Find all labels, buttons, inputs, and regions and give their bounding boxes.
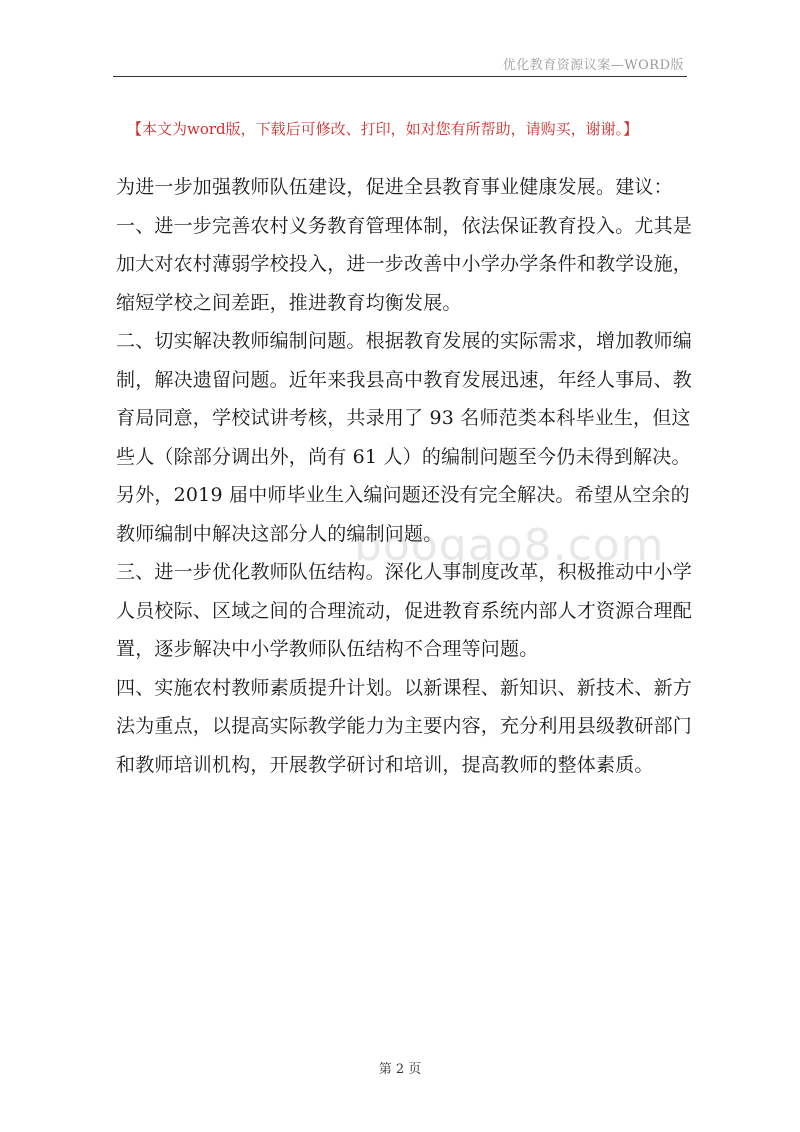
document-body bbox=[116, 168, 696, 784]
body-line: 育局同意，学校试讲考核，共录用了 93 名师范类本科毕业生，但这 bbox=[116, 407, 691, 429]
body-line: 三、进一步优化教师队伍结构。深化人事制度改革，积极推动中小学 bbox=[116, 561, 693, 583]
body-line: 教师编制中解决这部分人的编制问题。 bbox=[116, 522, 443, 545]
body-line: 制，解决遗留问题。近年来我县高中教育发展迅速，年经人事局、教 bbox=[116, 368, 693, 391]
body-line: 另外，2019 届中师毕业生入编问题还没有完全解决。希望从空余的 bbox=[116, 484, 690, 506]
header-divider bbox=[113, 76, 687, 77]
body-line: 二、切实解决教师编制问题。根据教育发展的实际需求，增加教师编 bbox=[116, 330, 693, 352]
body-line: 一、进一步完善农村义务教育管理体制，依法保证教育投入。尤其是 bbox=[116, 214, 693, 237]
body-line: 法为重点，以提高实际教学能力为主要内容，充分利用县级教研部门 bbox=[116, 715, 693, 737]
body-line: 和教师培训机构，开展教学研讨和培训，提高教师的整体素质。 bbox=[116, 753, 654, 776]
purchase-notice: 【本文为word版，下载后可修改、打印，如对您有所帮助，请购买，谢谢。】 bbox=[127, 120, 639, 138]
document-header-title: 优化教育资源议案—WORD版 bbox=[502, 58, 684, 73]
body-line: 缩短学校之间差距，推进教育均衡发展。 bbox=[116, 291, 462, 314]
body-line: 置，逐步解决中小学教师队伍结构不合理等问题。 bbox=[116, 638, 539, 660]
body-line: 加大对农村薄弱学校投入，进一步改善中小学办学条件和教学设施， bbox=[116, 253, 693, 275]
page-number: 第 2 页 bbox=[378, 1062, 422, 1077]
body-line: 人员校际、区域之间的合理流动，促进教育系统内部人才资源合理配 bbox=[116, 599, 693, 622]
body-line: 些人（除部分调出外，尚有 61 人）的编制问题至今仍未得到解决。 bbox=[116, 445, 691, 468]
body-line: 四、实施农村教师素质提升计划。以新课程、新知识、新技术、新方 bbox=[116, 676, 693, 699]
site-watermark: boogao8.com bbox=[354, 520, 665, 571]
body-line: 为进一步加强教师队伍建设，促进全县教育事业健康发展。建议： bbox=[116, 176, 673, 198]
